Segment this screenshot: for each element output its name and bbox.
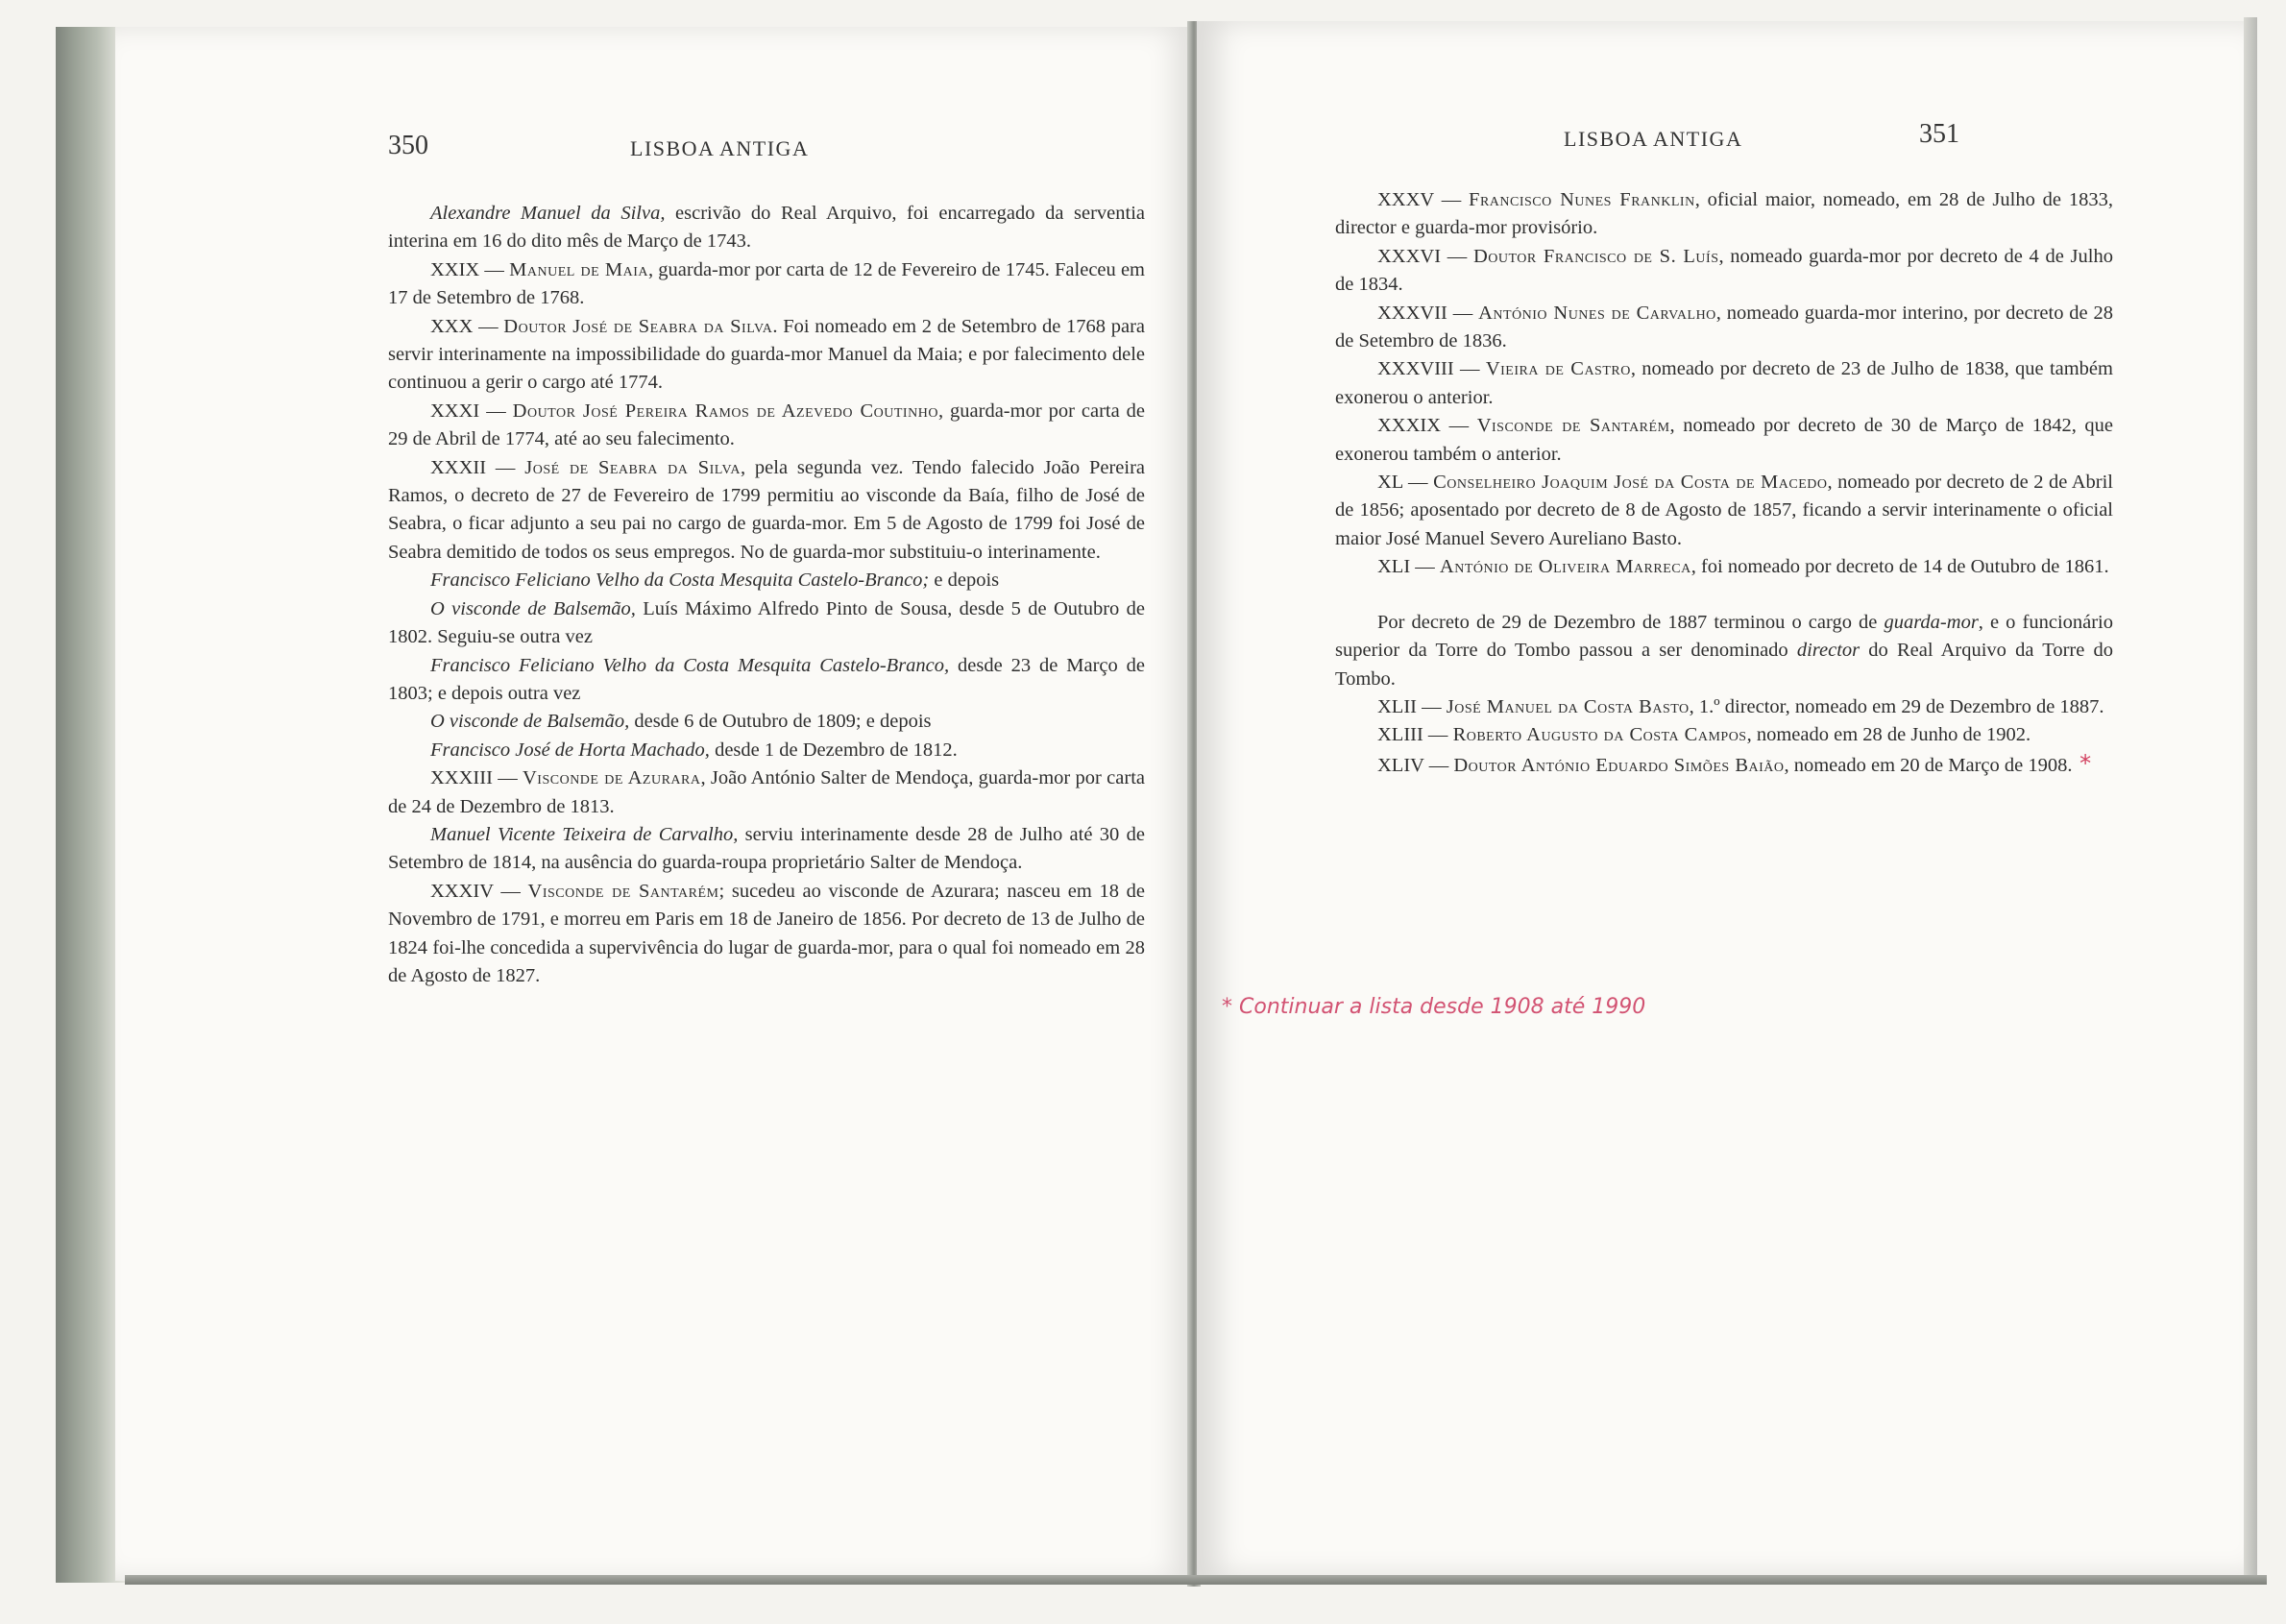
paragraph-text: XLIV — [1377,754,1454,776]
paragraph [1335,243,2113,300]
right-page-edge [2244,17,2257,1583]
paragraph [388,764,1145,821]
paragraph-text: XXXV — [1377,189,1470,210]
bottom-page-edge [125,1575,2267,1585]
paragraph-text: XXXVI — [1377,245,1473,267]
italic-name: Francisco Feliciano Velho da Costa Mesquita Castelo-Branco; [430,570,930,592]
paragraph-text: XXXII — [430,456,525,478]
paragraph [1335,553,2113,581]
paragraph-text: do Real Arquivo da Torre do Tombo. [1335,640,2113,690]
entry-name: Doutor António Eduardo Simões Baião [1453,754,1785,776]
paragraph-text: , e o funcionário superior da Torre do Tombo passou a ser denominado [1335,611,2114,662]
right-page [1197,21,2244,1577]
paragraph [388,200,1145,256]
left-running-head: LISBOA ANTIGA [630,136,810,160]
paragraph-text: , pela segunda vez. Tendo falecido João Pereira Ramos, o decreto de 27 de Fevereiro de 1799 permitiu ao visconde da Baía, filho de José de Seabra, o ficar adjunto a seu pai no cargo de guarda-mor. Em 5 de Agosto de 1799 foi José de Seabra demitido de todos os seus empregos. No de guarda-mor substituiu-o interinamente. [388,456,1145,563]
paragraph-text: XXXVIII — [1377,358,1486,380]
entry-name: Conselheiro Joaquim José da Costa de Macedo [1433,472,1828,494]
italic-name: Alexandre Manuel da Silva, [430,203,666,224]
right-page-text [1335,186,2113,780]
paragraph-text: desde 6 de Outubro de 1809; e depois [629,711,932,733]
paragraph-text: XLI — [1377,556,1440,578]
paragraph-text: XXXIX — [1377,415,1477,437]
paragraph-text: XXXI — [430,400,513,422]
italic-name: director [1796,640,1860,662]
paragraph [1335,693,2113,721]
paragraph [388,652,1145,709]
entry-name: Roberto Augusto da Costa Campos [1452,724,1747,746]
entry-name: António Nunes de Carvalho [1478,302,1716,324]
entry-name: António de Oliveira Marreca [1439,556,1691,578]
paragraph-text: XXXIII — [430,767,523,789]
paragraph [1335,721,2113,749]
entry-name: Visconde de Santarém [1476,415,1670,437]
paragraph [388,313,1145,398]
paragraph [388,256,1145,313]
paragraph-text: , nomeado guarda-mor interino, por decreto de 28 de Setembro de 1836. [1335,302,2113,352]
left-page-number: 350 [388,131,428,160]
paragraph-text: ; sucedeu ao visconde de Azurara; nasceu em 18 de Novembro de 1791, e morreu em Paris em 18 de Janeiro de 1856. Por decreto de 13 de Julho de 1824 foi-lhe concedida a supervivência do lugar de guarda-mor, para o qual foi nomeado em 28 de Agosto de 1827. [388,880,1145,986]
paragraph-text: XLII — [1377,695,1447,717]
paragraph [1335,469,2113,553]
paragraph [388,454,1145,568]
paragraph [388,821,1145,878]
paragraph-text: XXXIV — [430,880,528,902]
handwritten-note: * Continuar a lista desde 1908 até 1990 [1222,995,1646,1019]
paragraph [1335,750,2113,780]
left-page [115,27,1191,1581]
paragraph-text: , nomeado em 28 de Junho de 1902. [1746,724,2031,746]
paragraph-text: , nomeado por decreto de 23 de Julho de 1838, que também exonerou o anterior. [1335,358,2113,408]
red-asterisk-mark: * [2072,749,2092,777]
right-running-head: LISBOA ANTIGA [1564,127,1743,151]
paragraph [388,567,1145,594]
paragraph-text: , nomeado por decreto de 30 de Março de 1842, que exonerou também o anterior. [1335,415,2114,465]
left-page-text [388,200,1145,990]
paragraph-text: desde 23 de Março de 1803; e depois outra vez [388,654,1145,704]
paragraph [388,878,1145,991]
entry-name: Doutor José Pereira Ramos de Azevedo Coutinho [512,400,938,422]
entry-name: Francisco Nunes Franklin [1469,189,1695,210]
entry-name: José de Seabra da Silva [524,456,741,478]
paragraph-text: XXIX — [430,258,510,280]
paragraph [1335,186,2113,243]
paragraph-text: desde 1 de Dezembro de 1812. [709,739,958,761]
paragraph-text: e depois [929,570,1000,592]
paragraph-text: , nomeado em 20 de Março de 1908. [1784,754,2073,776]
paragraph-text: , 1.º director, nomeado em 29 de Dezembro de 1887. [1689,695,2104,717]
paragraph [388,708,1145,736]
paragraph-text: XLIII — [1377,724,1453,746]
italic-name: O visconde de Balsemão, [430,597,636,619]
paragraph-text: , nomeado guarda-mor por decreto de 4 de Julho de 1834. [1335,245,2113,296]
paragraph-text: , guarda-mor por carta de 12 de Fevereiro de 1745. Faleceu em 17 de Setembro de 1768. [388,258,1145,309]
paragraph [1335,300,2113,356]
paragraph-text: , nomeado por decreto de 2 de Abril de 1856; aposentado por decreto de 8 de Agosto de 1857, ficando a servir interinamente o oficial maior José Manuel Severo Aureliano Basto. [1335,472,2113,549]
paragraph-text: escrivão do Real Arquivo, foi encarregado da serventia interina em 16 do dito mês de Março de 1743. [388,203,1146,253]
paragraph [388,595,1145,652]
paragraph [1335,355,2113,412]
entry-name: Doutor José de Seabra da Silva [503,315,773,337]
paragraph [1335,412,2113,469]
italic-name: Manuel Vicente Teixeira de Carvalho, [430,823,739,845]
italic-name: Francisco José de Horta Machado, [430,739,710,761]
entry-name: Manuel de Maia [509,258,648,280]
paragraph [1335,609,2113,693]
paragraph [388,737,1145,764]
paragraph [388,398,1145,454]
paragraph-text: , João António Salter de Mendoça, guarda-mor por carta de 24 de Dezembro de 1813. [388,767,1145,817]
italic-name: O visconde de Balsemão, [430,711,630,733]
paragraph-text: Luís Máximo Alfredo Pinto de Sousa, desde 5 de Outubro de 1802. Seguiu-se outra vez [388,597,1145,648]
entry-name: Doutor Francisco de S. Luís [1472,245,1719,267]
italic-name: guarda-mor [1884,611,1979,633]
italic-name: Francisco Feliciano Velho da Costa Mesquita Castelo-Branco, [430,654,950,676]
entry-name: José Manuel da Costa Basto [1446,695,1690,717]
paragraph-text: XXXVII — [1377,302,1479,324]
paragraph-text: XL — [1377,472,1434,494]
entry-name: Visconde de Azurara [523,767,701,789]
paragraph-text: XXX — [430,315,504,337]
right-page-number: 351 [1919,119,1959,149]
paragraph-text: , foi nomeado por decreto de 14 de Outubro de 1861. [1690,556,2109,578]
paragraph-text: . Foi nomeado em 2 de Setembro de 1768 para servir interinamente na impossibilidade do guarda-mor Manuel da Maia; e por falecimento dele continuou a gerir o cargo até 1774. [388,315,1145,394]
entry-name: Visconde de Santarém [527,880,719,902]
paragraph-text: , oficial maior, nomeado, em 28 de Julho de 1833, director e guarda-mor provisório. [1335,189,2113,239]
entry-name: Vieira de Castro [1485,358,1631,380]
paragraph-text: , guarda-mor por carta de 29 de Abril de 1774, até ao seu falecimento. [388,400,1145,450]
paragraph-text: Por decreto de 29 de Dezembro de 1887 terminou o cargo de [1377,611,1885,633]
paragraph-text: serviu interinamente desde 28 de Julho até 30 de Setembro de 1814, na ausência do guarda-roupa proprietário Salter de Mendoça. [388,823,1145,874]
